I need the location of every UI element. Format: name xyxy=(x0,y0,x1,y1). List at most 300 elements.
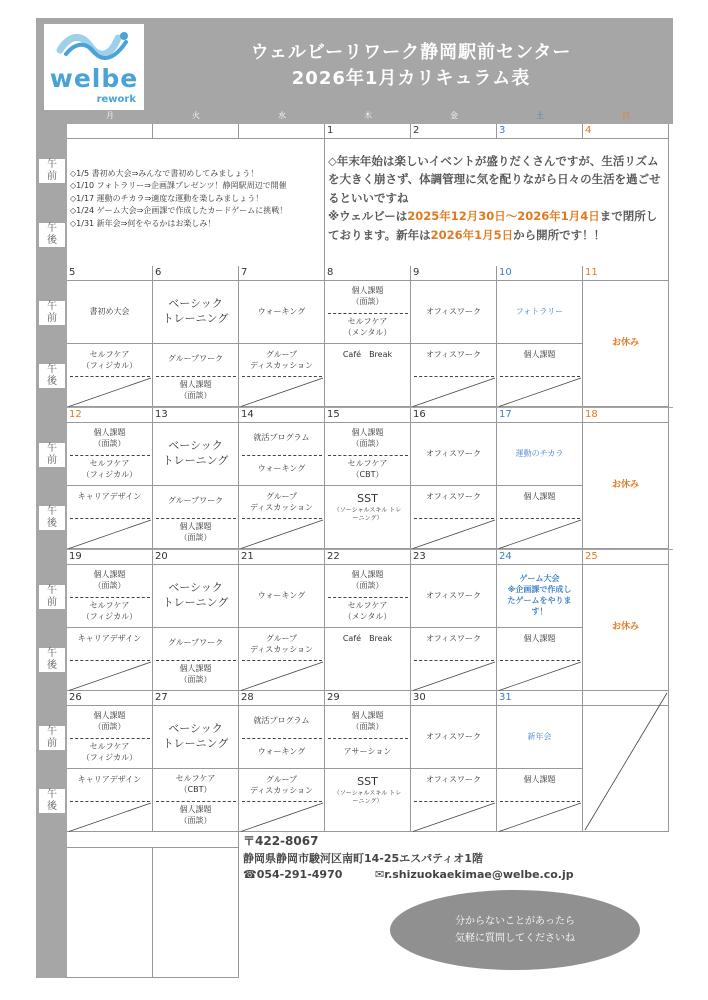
date-number: 9 xyxy=(413,267,420,278)
cell-text: トレーニング xyxy=(162,596,229,609)
date-cell xyxy=(497,124,583,139)
event-note: ◇1/17 運動のチカラ⇒適度な運動を楽しみましょう！ xyxy=(70,193,264,203)
am-label xyxy=(37,706,67,769)
cell-text: 個人課題 xyxy=(351,569,384,579)
cell-text: トレーニング xyxy=(162,737,229,750)
date-cell xyxy=(497,408,583,423)
weekday-4: 金 xyxy=(450,111,458,120)
date-number: 10 xyxy=(499,267,512,278)
cell-text: （フィジカル） xyxy=(81,611,138,621)
footer-left-cell xyxy=(67,832,239,848)
cell-text: キャリアデザイン xyxy=(77,775,142,784)
pm-session[interactable] xyxy=(153,769,239,801)
date-cell xyxy=(325,408,411,423)
cell-text: （面談） xyxy=(179,532,212,542)
date-cell xyxy=(411,124,497,139)
weekday-1: 火 xyxy=(192,111,200,120)
cell-text: （面談） xyxy=(179,815,212,825)
date-cell xyxy=(153,408,239,423)
am-session[interactable] xyxy=(497,565,583,628)
phone: ☎054-291-4970 xyxy=(243,868,343,881)
cell-text: 書初め大会 xyxy=(89,306,130,316)
footer-left-body-2 xyxy=(153,848,239,978)
cell-text: （CBT） xyxy=(179,784,212,794)
diagonal-slash xyxy=(239,376,325,408)
zip-code: 〒422-8067 xyxy=(243,834,319,848)
diagonal-slash xyxy=(411,801,497,833)
dashed-divider xyxy=(328,597,408,598)
date-number: 29 xyxy=(327,692,340,703)
date-cell xyxy=(411,691,497,706)
pm-session-2[interactable] xyxy=(153,518,239,550)
date-cell xyxy=(325,266,411,281)
sunday-cell xyxy=(583,565,669,691)
sst-subtitle: （ソーシャルスキル トレーニング） xyxy=(333,506,402,522)
cell-text: オフィスワーク xyxy=(425,448,482,458)
cell-text: （面談） xyxy=(179,390,212,400)
dashed-divider xyxy=(242,738,322,739)
cell-text: （メンタル） xyxy=(343,327,392,337)
pm-label xyxy=(37,344,67,407)
am-session[interactable] xyxy=(67,423,153,455)
message-part: 2025年12月30日～2026年1月4日 xyxy=(407,209,600,224)
pm-session-2[interactable] xyxy=(153,376,239,408)
date-number: 2 xyxy=(413,125,420,136)
cell-text: オフィスワーク xyxy=(425,775,482,784)
closed-label: お休み xyxy=(611,480,639,491)
am-session[interactable] xyxy=(497,706,583,769)
cell-text: SST xyxy=(357,775,378,788)
diagonal-slash xyxy=(67,801,153,833)
cell-text: 個人課題 xyxy=(351,427,384,437)
date-number: 21 xyxy=(241,551,254,562)
message-closure xyxy=(328,207,668,244)
cell-text: （メンタル） xyxy=(343,611,392,621)
cell-text: ベーシック xyxy=(168,722,223,736)
message-part: まで閉所しております。新年は xyxy=(328,209,658,242)
cell-text: 個人課題 xyxy=(523,350,556,359)
cell-text: たゲームをやりま xyxy=(507,596,572,605)
cell-text: 個人課題 xyxy=(93,569,126,579)
diagonal-slash xyxy=(67,660,153,692)
am-session[interactable] xyxy=(153,423,239,486)
welbe-logo xyxy=(44,24,144,110)
date-cell xyxy=(67,266,153,281)
cell-text: （面談） xyxy=(93,721,126,731)
pm-session[interactable] xyxy=(153,628,239,660)
am-session[interactable] xyxy=(497,281,583,344)
date-number: 26 xyxy=(69,692,82,703)
sst-subtitle: （ソーシャルスキル トレーニング） xyxy=(333,789,402,805)
event-notes xyxy=(70,168,326,230)
diagonal-slash xyxy=(239,518,325,550)
diagonal-slash xyxy=(239,801,325,833)
closed-label: お休み xyxy=(611,622,639,633)
pm-label-char-0: 午 xyxy=(39,789,65,801)
dashed-divider xyxy=(156,518,236,519)
am-label-char-0: 午 xyxy=(39,301,65,313)
date-number: 23 xyxy=(413,551,426,562)
date-cell xyxy=(239,266,325,281)
date-number: 30 xyxy=(413,692,426,703)
date-cell xyxy=(239,124,325,139)
date-cell xyxy=(67,550,153,565)
pm-label-char-1: 後 xyxy=(39,376,65,388)
date-cell xyxy=(497,266,583,281)
cell-text: セルフケア xyxy=(347,316,388,326)
am-label-char-0: 午 xyxy=(39,159,65,171)
am-session[interactable] xyxy=(153,706,239,769)
weekday-2: 水 xyxy=(278,111,286,120)
event-note: ◇1/5 書初め大会⇒みんなで書初めしてみましょう！ xyxy=(70,169,259,178)
date-number: 18 xyxy=(585,409,598,420)
cell-text: グループ xyxy=(265,492,298,501)
wave-logo-icon xyxy=(56,30,132,60)
am-label-char-0: 午 xyxy=(39,585,65,597)
pm-label-char-0: 午 xyxy=(39,648,65,660)
pm-label-char-1: 後 xyxy=(39,235,65,247)
diagonal-slash xyxy=(67,376,153,408)
am-session[interactable] xyxy=(325,706,411,738)
am-session-2[interactable] xyxy=(325,455,411,487)
am-session-2[interactable] xyxy=(67,597,153,629)
cell-text: セルフケア xyxy=(89,741,130,751)
date-number: 22 xyxy=(327,551,340,562)
date-cell xyxy=(325,550,411,565)
diagonal-slash xyxy=(497,518,583,550)
date-cell xyxy=(153,550,239,565)
cell-text: 個人課題 xyxy=(179,379,212,389)
cell-text: オフィスワーク xyxy=(425,731,482,741)
weekday-0: 月 xyxy=(106,111,114,120)
cell-text: SST xyxy=(357,492,378,505)
cell-text: セルフケア xyxy=(347,458,388,468)
date-cell xyxy=(153,124,239,139)
pm-label-char-0: 午 xyxy=(39,506,65,518)
cell-text: （フィジカル） xyxy=(81,752,138,762)
date-cell xyxy=(239,408,325,423)
date-number: 11 xyxy=(585,267,598,278)
cell-text: オフィスワーク xyxy=(425,634,482,643)
cell-text: セルフケア xyxy=(89,350,130,359)
am-session[interactable] xyxy=(325,565,411,597)
am-session[interactable] xyxy=(239,565,325,628)
cell-text: キャリアデザイン xyxy=(77,492,142,501)
cell-text: 個人課題 xyxy=(179,804,212,814)
help-line-1: 分からないことがあったら xyxy=(455,916,575,927)
am-session[interactable] xyxy=(411,565,497,628)
am-session-2[interactable] xyxy=(67,738,153,770)
help-bubble xyxy=(390,890,640,970)
cell-text: （面談） xyxy=(93,438,126,448)
date-cell xyxy=(497,550,583,565)
cell-text: 就活プログラム xyxy=(253,433,310,443)
am-session[interactable] xyxy=(325,423,411,455)
cell-text: グループワーク xyxy=(167,638,224,648)
cell-text: グループ xyxy=(265,634,298,643)
cell-text: ベーシック xyxy=(168,439,223,453)
am-session[interactable] xyxy=(239,706,325,738)
cell-text: グループワーク xyxy=(167,496,224,506)
date-number: 3 xyxy=(499,125,506,136)
cell-text: Café Break xyxy=(342,634,393,643)
am-label xyxy=(37,565,67,628)
date-cell xyxy=(583,408,669,423)
diagonal-slash xyxy=(497,801,583,833)
dashed-divider xyxy=(242,455,322,456)
am-label-char-1: 前 xyxy=(39,597,65,609)
address: 静岡県静岡市駿河区南町14-25エスパティオ1階 xyxy=(243,852,483,865)
diagonal-slash xyxy=(411,660,497,692)
cell-text: （フィジカル） xyxy=(81,360,138,370)
dashed-divider xyxy=(156,801,236,802)
cell-text: （CBT） xyxy=(351,469,384,479)
am-session-2[interactable] xyxy=(325,313,411,345)
diagonal-slash xyxy=(583,691,669,832)
pm-session[interactable] xyxy=(325,486,411,549)
cell-text: 個人課題 xyxy=(351,285,384,295)
am-label-char-0: 午 xyxy=(39,726,65,738)
diagonal-slash xyxy=(497,376,583,408)
page-title: ウェルビーリワーク静岡駅前センター xyxy=(250,42,572,63)
date-number: 28 xyxy=(241,692,254,703)
event-note: ◇1/10 フォトラリー⇒企画課プレゼンツ！静岡駅周辺で開催 xyxy=(70,181,287,191)
dashed-divider xyxy=(70,738,150,739)
date-number: 17 xyxy=(499,409,512,420)
date-number: 12 xyxy=(69,409,82,420)
pm-session[interactable] xyxy=(325,769,411,832)
cell-text: グループワーク xyxy=(167,354,224,364)
cell-text: 個人課題 xyxy=(351,710,384,720)
date-number: 20 xyxy=(155,551,168,562)
am-session[interactable] xyxy=(411,706,497,769)
date-number: 7 xyxy=(241,267,248,278)
date-cell xyxy=(583,550,669,565)
date-cell xyxy=(325,124,411,139)
cell-text: ウォーキング xyxy=(257,590,306,600)
date-number: 6 xyxy=(155,267,162,278)
am-session[interactable] xyxy=(325,281,411,313)
logo-sub: rework xyxy=(96,94,136,105)
pm-label-char-1: 後 xyxy=(39,518,65,530)
cell-text: （面談） xyxy=(351,438,384,448)
cell-text: 運動のチカラ xyxy=(515,448,564,458)
date-cell xyxy=(239,550,325,565)
cell-text: 個人課題 xyxy=(93,710,126,720)
dashed-divider xyxy=(70,597,150,598)
message-part: 2026年1月5日 xyxy=(430,227,514,242)
am-label-char-1: 前 xyxy=(39,738,65,750)
am-session-2[interactable] xyxy=(239,738,325,770)
cell-text: 個人課題 xyxy=(523,492,556,501)
dashed-divider xyxy=(156,376,236,377)
diagonal-slash xyxy=(411,376,497,408)
dashed-divider xyxy=(156,660,236,661)
message-part: ※ウェルビーは xyxy=(328,209,408,224)
cell-text: 就活プログラム xyxy=(253,716,310,726)
dashed-divider xyxy=(328,738,408,739)
date-cell xyxy=(411,550,497,565)
diagonal-slash xyxy=(411,518,497,550)
am-session-2[interactable] xyxy=(67,455,153,487)
date-cell xyxy=(153,266,239,281)
cell-text: ※企画課で作成し xyxy=(507,585,572,595)
sunday-cell xyxy=(583,281,669,407)
weekday-6: 日 xyxy=(622,111,630,120)
am-label-char-1: 前 xyxy=(39,455,65,467)
date-cell xyxy=(325,691,411,706)
cell-text: 個人課題 xyxy=(93,427,126,437)
cell-text: ベーシック xyxy=(168,297,223,311)
date-number: 31 xyxy=(499,692,512,703)
cell-text: トレーニング xyxy=(162,454,229,467)
cell-text: 個人課題 xyxy=(523,775,556,784)
am-session[interactable] xyxy=(239,281,325,344)
date-cell xyxy=(67,124,153,139)
pm-label xyxy=(37,486,67,549)
am-label-char-0: 午 xyxy=(39,443,65,455)
date-cell xyxy=(411,408,497,423)
am-session[interactable] xyxy=(67,565,153,597)
am-session[interactable] xyxy=(497,423,583,486)
cell-text: キャリアデザイン xyxy=(77,634,142,643)
am-session[interactable] xyxy=(153,281,239,344)
am-session[interactable] xyxy=(411,423,497,486)
cell-text: セルフケア xyxy=(347,600,388,610)
cell-text: 新年会 xyxy=(527,731,552,741)
weekday-3: 木 xyxy=(364,111,372,120)
pm-session[interactable] xyxy=(153,486,239,518)
cell-text: ベーシック xyxy=(168,581,223,595)
cell-text: セルフケア xyxy=(175,773,216,783)
am-session[interactable] xyxy=(67,706,153,738)
am-label xyxy=(37,423,67,486)
help-line-2: 気軽に質問してくださいね xyxy=(455,933,575,944)
cell-text: ゲーム大会 xyxy=(519,574,560,584)
date-number: 16 xyxy=(413,409,426,420)
cell-text: グループ xyxy=(265,775,298,784)
closed-label: お休み xyxy=(611,338,639,349)
date-cell xyxy=(239,691,325,706)
dashed-divider xyxy=(328,313,408,314)
cell-text: オフィスワーク xyxy=(425,350,482,359)
date-number: 1 xyxy=(327,125,334,136)
date-cell xyxy=(153,691,239,706)
cell-text: 個人課題 xyxy=(179,521,212,531)
cell-text: ディスカッション xyxy=(249,785,314,795)
weekday-5: 土 xyxy=(536,111,544,120)
cell-text: （面談） xyxy=(351,721,384,731)
cell-text: ウォーキング xyxy=(257,464,306,474)
date-number: 27 xyxy=(155,692,168,703)
pm-session[interactable] xyxy=(325,344,411,407)
cell-text: オフィスワーク xyxy=(425,492,482,501)
pm-label xyxy=(37,628,67,691)
event-note: ◇1/24 ゲーム大会⇒企画課で作成したカードゲームに挑戦！ xyxy=(70,206,288,216)
cell-text: 個人課題 xyxy=(179,663,212,673)
cell-text: Café Break xyxy=(342,350,393,359)
pm-session[interactable] xyxy=(325,628,411,691)
cell-text: （面談） xyxy=(351,580,384,590)
diagonal-slash xyxy=(497,660,583,692)
am-label-char-1: 前 xyxy=(39,171,65,183)
cell-text: セルフケア xyxy=(89,458,130,468)
am-session[interactable] xyxy=(239,423,325,455)
cell-text: オフィスワーク xyxy=(425,590,482,600)
cell-text: トレーニング xyxy=(162,312,229,325)
cell-text: （面談） xyxy=(179,674,212,684)
cell-text: す！ xyxy=(531,606,548,616)
date-cell xyxy=(497,691,583,706)
diagonal-slash xyxy=(239,660,325,692)
pm-session-2[interactable] xyxy=(153,801,239,833)
am-session[interactable] xyxy=(67,281,153,344)
date-number: 14 xyxy=(241,409,254,420)
am-label-char-1: 前 xyxy=(39,313,65,325)
cell-text: グループ xyxy=(265,350,298,359)
date-number: 13 xyxy=(155,409,168,420)
cell-text: ウォーキング xyxy=(257,306,306,316)
logo-brand: welbe xyxy=(49,64,139,93)
date-number: 24 xyxy=(499,551,512,562)
cell-text: 個人課題 xyxy=(523,634,556,643)
date-number: 4 xyxy=(585,125,592,136)
am-session-2[interactable] xyxy=(239,455,325,487)
date-cell xyxy=(67,408,153,423)
date-number: 8 xyxy=(327,267,334,278)
email-link[interactable]: ✉r.shizuokaekimae@welbe.co.jp xyxy=(375,868,574,881)
cell-text: オフィスワーク xyxy=(425,306,482,316)
date-cell xyxy=(67,691,153,706)
cell-text: ディスカッション xyxy=(249,644,314,654)
pm-label xyxy=(37,769,67,832)
cell-text: ディスカッション xyxy=(249,502,314,512)
am-session[interactable] xyxy=(153,565,239,628)
cell-text: ウォーキング xyxy=(257,747,306,757)
pm-label-char-1: 後 xyxy=(39,801,65,813)
event-note: ◇1/31 新年会⇒何をやるかはお楽しみ！ xyxy=(70,218,216,228)
message-part: から開所です！！ xyxy=(513,227,606,242)
date-number: 25 xyxy=(585,551,598,562)
pm-label xyxy=(37,203,67,267)
date-cell xyxy=(583,266,669,281)
am-label xyxy=(37,139,67,203)
date-number: 19 xyxy=(69,551,82,562)
message-text: ◇年末年始は楽しいイベントが盛りだくさんですが、生活リズムを大きく崩さず、体調管理に気を配りながら日々の生活を過ごせるといいですね xyxy=(328,154,661,205)
pm-session-2[interactable] xyxy=(153,660,239,692)
page-subtitle: 2026年1月カリキュラム表 xyxy=(291,68,531,89)
cell-text: セルフケア xyxy=(89,600,130,610)
cell-text: （フィジカル） xyxy=(81,469,138,479)
date-number: 15 xyxy=(327,409,340,420)
sunday-cell xyxy=(583,423,669,549)
pm-session[interactable] xyxy=(153,344,239,376)
date-number: 5 xyxy=(69,267,76,278)
date-cell xyxy=(411,266,497,281)
date-cell xyxy=(583,124,669,139)
am-session[interactable] xyxy=(411,281,497,344)
dashed-divider xyxy=(328,455,408,456)
diagonal-slash xyxy=(67,518,153,550)
pm-label-char-0: 午 xyxy=(39,364,65,376)
cell-text: ディスカッション xyxy=(249,360,314,370)
footer-left-body xyxy=(67,848,153,978)
am-session-2[interactable] xyxy=(325,738,411,770)
cell-text: （面談） xyxy=(93,580,126,590)
cell-text: フォトラリー xyxy=(515,306,564,316)
am-label xyxy=(37,281,67,344)
am-session-2[interactable] xyxy=(325,597,411,629)
